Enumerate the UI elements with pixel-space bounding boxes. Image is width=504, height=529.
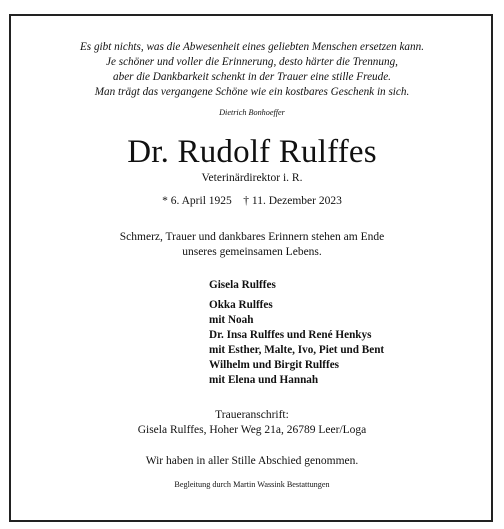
mourner-line: Dr. Insa Rulffes und René Henkys xyxy=(209,329,372,341)
quote-line-4: Man trägt das vergangene Schöne wie ein kostbares Geschenk in sich. xyxy=(94,86,410,98)
mourner-line: mit Noah xyxy=(209,314,254,326)
message-line-1: Schmerz, Trauer und dankbares Erinnern stehen am Ende xyxy=(119,231,385,243)
quote-author: Dietrich Bonhoeffer xyxy=(219,108,285,117)
mourner-line: mit Esther, Malte, Ivo, Piet und Bent xyxy=(209,344,385,356)
deceased-title: Veterinärdirektor i. R. xyxy=(201,172,303,184)
deceased-name: Dr. Rudolf Rulffes xyxy=(127,134,377,170)
quote-line-3: aber die Dankbarkeit schenkt in der Trauer eine stille Freude. xyxy=(113,71,391,83)
mourner-line: Wilhelm und Birgit Rulffes xyxy=(209,359,340,371)
mourner-first: Gisela Rulffes xyxy=(209,279,276,291)
message-line-2: unseres gemeinsamen Lebens. xyxy=(182,246,322,258)
address-label: Traueranschrift: xyxy=(215,409,289,421)
farewell-text: Wir haben in aller Stille Abschied genommen. xyxy=(145,455,359,467)
undertaker-credit: Begleitung durch Martin Wassink Bestattungen xyxy=(174,480,330,489)
quote-line-2: Je schöner und voller die Erinnerung, desto härter die Trennung, xyxy=(106,56,398,68)
quote-line-1: Es gibt nichts, was die Abwesenheit eines geliebten Menschen ersetzen kann. xyxy=(79,41,425,53)
mourner-line: mit Elena und Hannah xyxy=(209,374,319,386)
life-dates: * 6. April 1925 † 11. Dezember 2023 xyxy=(162,195,342,207)
address-value: Gisela Rulffes, Hoher Weg 21a, 26789 Leer/Loga xyxy=(137,424,367,436)
mourner-line: Okka Rulffes xyxy=(209,299,273,311)
